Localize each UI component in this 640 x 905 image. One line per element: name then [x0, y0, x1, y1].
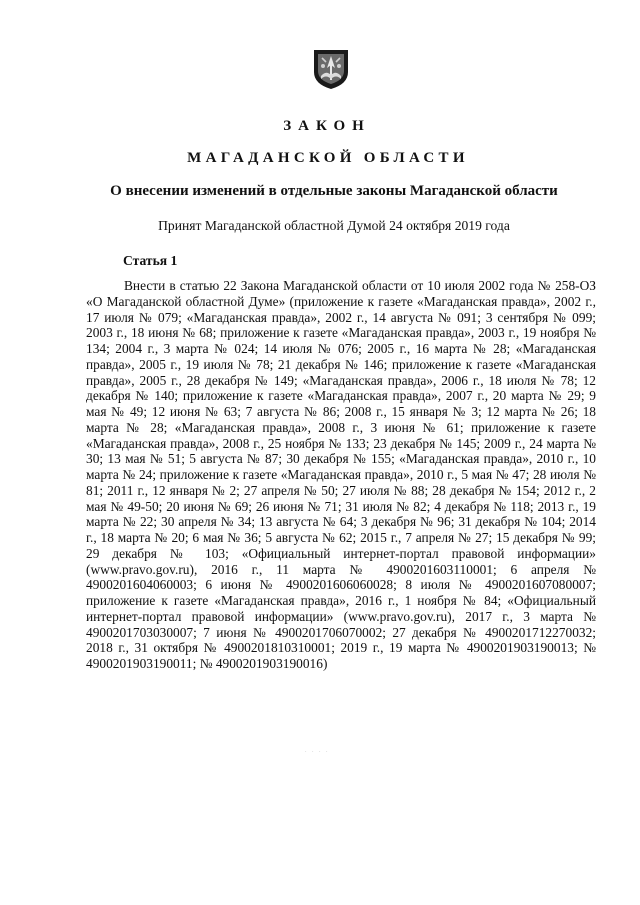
- article-body-paragraph: Внести в статью 22 Закона Магаданской области от 10 июля 2002 года № 258-ОЗ «О Магаданской областной Думе» (приложение к газете «Магаданская правда», 2002 г., 17 июля № 079; «Магаданская правда», 2002 г., 14 августа № 091; 3 сентября № 099; 2003 г., 18 июня № 68; приложение к газете «Магаданская правда», 2003 г., 19 ноября № 134; 2004 г., 3 марта № 024; 14 июля № 076; 2005 г., 16 марта № 28; «Магаданская правда», 2005 г., 19 июля № 78; 21 декабря № 146; приложение к газете «Магаданская правда», 2005 г., 28 декабря № 149; «Магаданская правда», 2006 г., 18 июля № 78; 12 декабря № 140; приложение к газете «Магаданская правда», 2007 г., 20 марта № 29; 9 мая № 49; 12 июня № 63; 7 августа № 86; 2008 г., 15 января № 3; 12 марта № 26; 18 марта № 28; «Магаданская правда», 2008 г., 3 июня № 61; приложение к газете «Магаданская правда», 2008 г., 25 ноября № 133; 23 декабря № 145; 2009 г., 24 марта № 30; 13 мая № 51; 5 августа № 87; 30 декабря № 155; «Магаданская правда», 2010 г., 10 марта № 24; приложение к газете «Магаданская правда», 2010 г., 5 мая № 47; 28 июля № 81; 2011 г., 12 января № 2; 27 апреля № 50; 27 июля № 88; 28 декабря № 154; 2012 г., 2 мая № 49-50; 20 июня № 69; 26 июня № 71; 31 июля № 82; 4 декабря № 118; 2013 г., 19 марта № 22; 30 апреля № 34; 13 августа № 64; 3 декабря № 96; 31 декабря № 104; 2014 г., 18 марта № 20; 6 мая № 36; 5 августа № 62; 2015 г., 7 апреля № 27; 15 декабря № 99; 29 декабря № 103; «Официальный интернет-портал правовой информации» (www.pravo.gov.ru), 2016 г., 11 марта № 4900201603110001; 6 апреля № 4900201604060003; 6 июня № 4900201606060028; 8 июля № 4900201607080007; приложение к газете «Магаданская правда», 2016 г., 1 ноября № 84; «Официальный интернет-портал правовой информации» (www.pravo.gov.ru), 2017 г., 3 марта № 4900201703030007; 7 июня № 4900201706070002; 27 декабря № 4900201712270032; 2018 г., 31 октября № 4900201810310001; 2019 г., 19 марта № 4900201903190013; № 4900201903190011; № 4900201903190016): [86, 278, 596, 671]
- law-subject-title: О внесении изменений в отдельные законы Магаданской области: [110, 183, 558, 199]
- scan-artifact-dots: . . . .: [305, 748, 330, 754]
- article-heading: Статья 1: [123, 253, 178, 268]
- coat-of-arms-icon: [311, 48, 351, 90]
- region-title: МАГАДАНСКОЙ ОБЛАСТИ: [187, 150, 469, 166]
- document-type-title: ЗАКОН: [283, 118, 371, 134]
- adoption-note: Принят Магаданской областной Думой 24 октября 2019 года: [158, 218, 510, 233]
